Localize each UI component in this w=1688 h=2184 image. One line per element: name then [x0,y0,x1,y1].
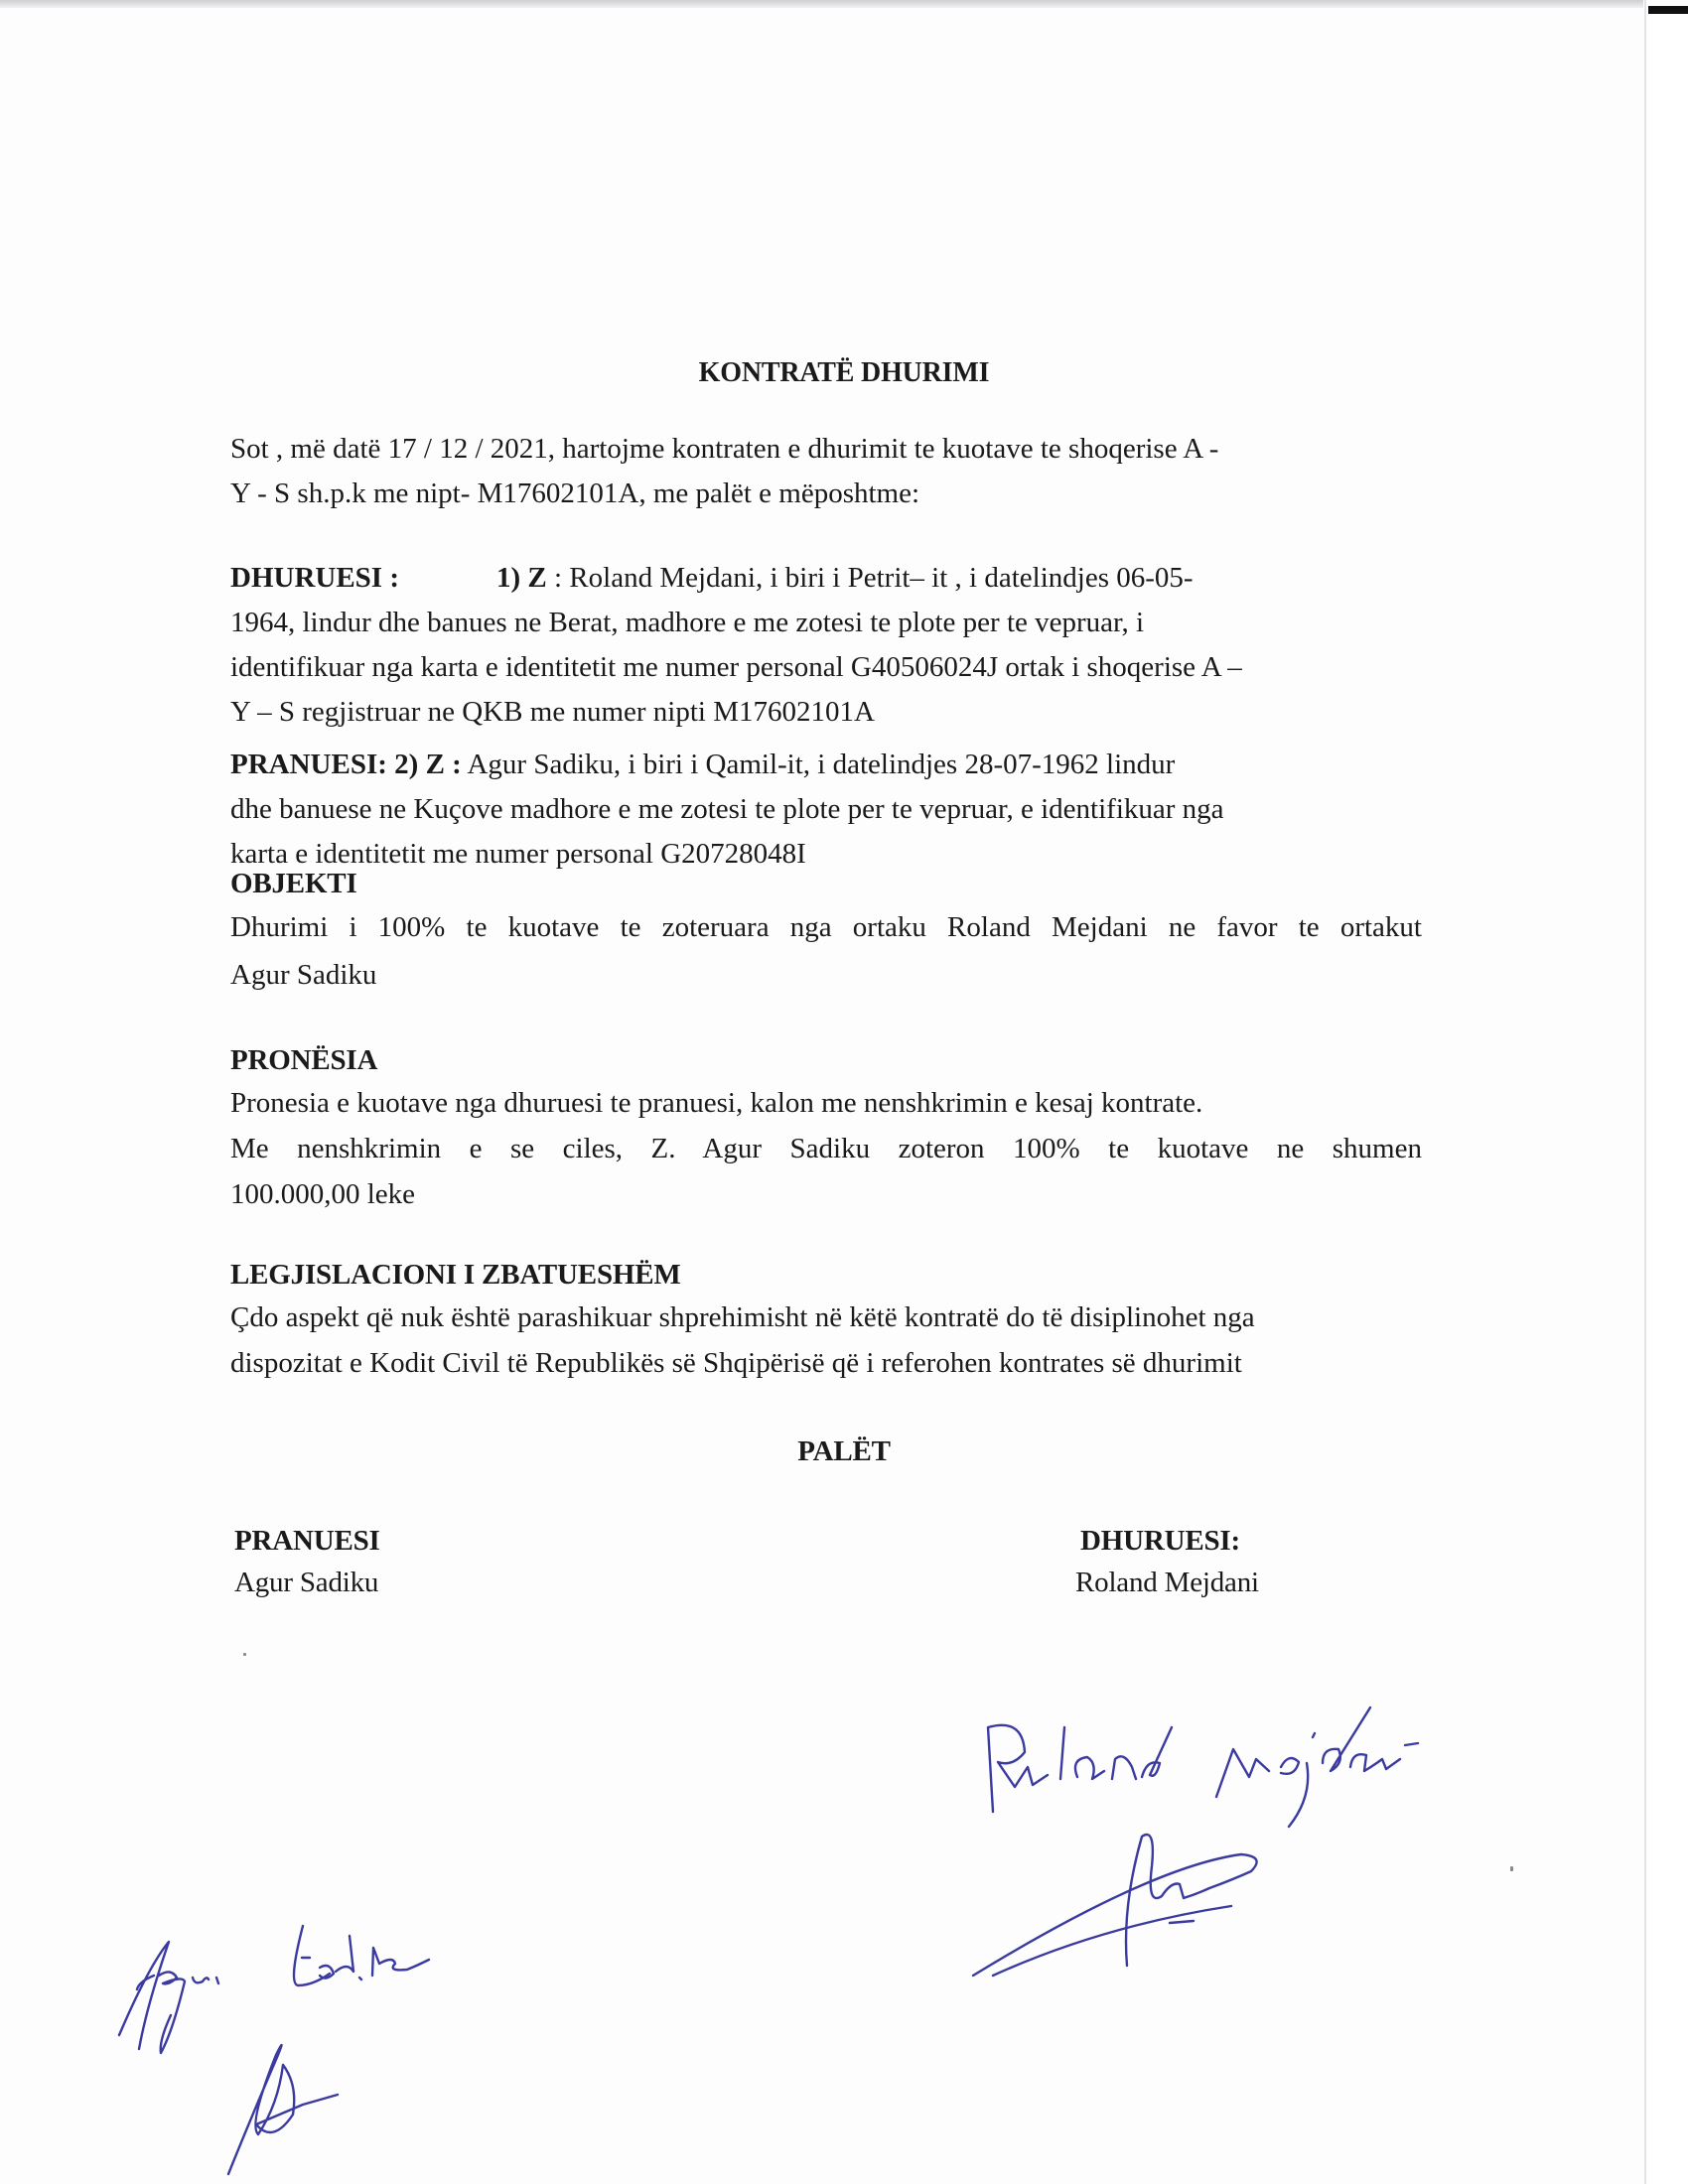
recipient-label: PRANUESI: [230,749,387,780]
legjislacioni-heading: LEGJISLACIONI I ZBATUESHËM [230,1259,681,1291]
recipient-line-1-text: Agur Sadiku, i biri i Qamil-it, i datelindjes 28-07-1962 lindur [461,749,1176,780]
palet-heading: PALËT [797,1435,891,1467]
donor-line-3: identifikuar nga karta e identitetit me numer personal G40506024J ortak i shoqerise A – [230,651,1242,683]
scan-top-edge [0,0,1643,8]
legjislacioni-line-1: Çdo aspekt që nuk është parashikuar shprehimisht në këtë kontratë do të disiplinohet nga [230,1301,1255,1333]
scan-edge-tab [1648,6,1688,14]
intro-line-2: Y - S sh.p.k me nipt- M17602101A, me palët e mëposhtme: [230,478,920,509]
recipient-paragraph [230,743,1422,877]
recipient-line-3: karta e identitetit me numer personal G20728048I [230,838,806,870]
objekti-paragraph [230,903,1422,999]
donor-line-1-text: : Roland Mejdani, i biri i Petrit– it , i datelindjes 06-05- [546,562,1194,594]
recipient-handwritten-signature-icon [99,1906,516,2184]
donor-label: DHURUESI : [230,562,399,594]
recipient-number: 2) Z : [394,749,462,780]
pronesia-line-3: 100.000,00 leke [230,1178,416,1210]
pronesia-line-1: Pronesia e kuotave nga dhuruesi te pranuesi, kalon me nenshkrimin e kesaj kontrate. [230,1087,1203,1119]
donor-line-1 [230,556,1422,601]
scan-speck [1510,1866,1513,1871]
objekti-heading: OBJEKTI [230,868,357,899]
pronesia-line-2: Me nenshkrimin e se ciles, Z. Agur Sadiku zoteron 100% te kuotave ne shumen [230,1133,1422,1164]
recipient-sign-name: Agur Sadiku [234,1567,379,1598]
donor-sign-role: DHURUESI: [1080,1525,1240,1557]
donor-line-2: 1964, lindur dhe banues ne Berat, madhore e me zotesi te plote per te vepruar, i [230,607,1145,638]
scan-right-edge [1644,0,1688,2184]
recipient-line-2: dhe banuese ne Kuçove madhore e me zotesi te plote per te vepruar, e identifikuar nga [230,793,1224,825]
document-title: KONTRATË DHURIMI [698,357,990,388]
pronesia-paragraph [230,1080,1422,1217]
pronesia-heading: PRONËSIA [230,1044,378,1076]
objekti-line-2: Agur Sadiku [230,959,377,991]
donor-paragraph [230,556,1422,735]
intro-line-1: Sot , më datë 17 / 12 / 2021, hartojme kontraten e dhurimit te kuotave te shoqerise A - [230,433,1219,465]
legjislacioni-paragraph [230,1295,1422,1386]
recipient-line-1 [230,743,1422,787]
objekti-line-1: Dhurimi i 100% te kuotave te zoteruara nga ortaku Roland Mejdani ne favor te ortakut [230,911,1422,943]
donor-number: 1) Z [496,562,547,594]
legjislacioni-line-2: dispozitat e Kodit Civil të Republikës së Shqipërisë që i referohen kontrates së dhurimit [230,1347,1242,1379]
scan-speck [243,1653,246,1656]
donor-line-4: Y – S regjistruar ne QKB me numer nipti M17602101A [230,696,875,728]
donor-handwritten-signature-icon [953,1668,1628,1985]
recipient-sign-role: PRANUESI [234,1525,380,1557]
intro-paragraph [230,427,1422,516]
donor-sign-name: Roland Mejdani [1075,1567,1259,1598]
